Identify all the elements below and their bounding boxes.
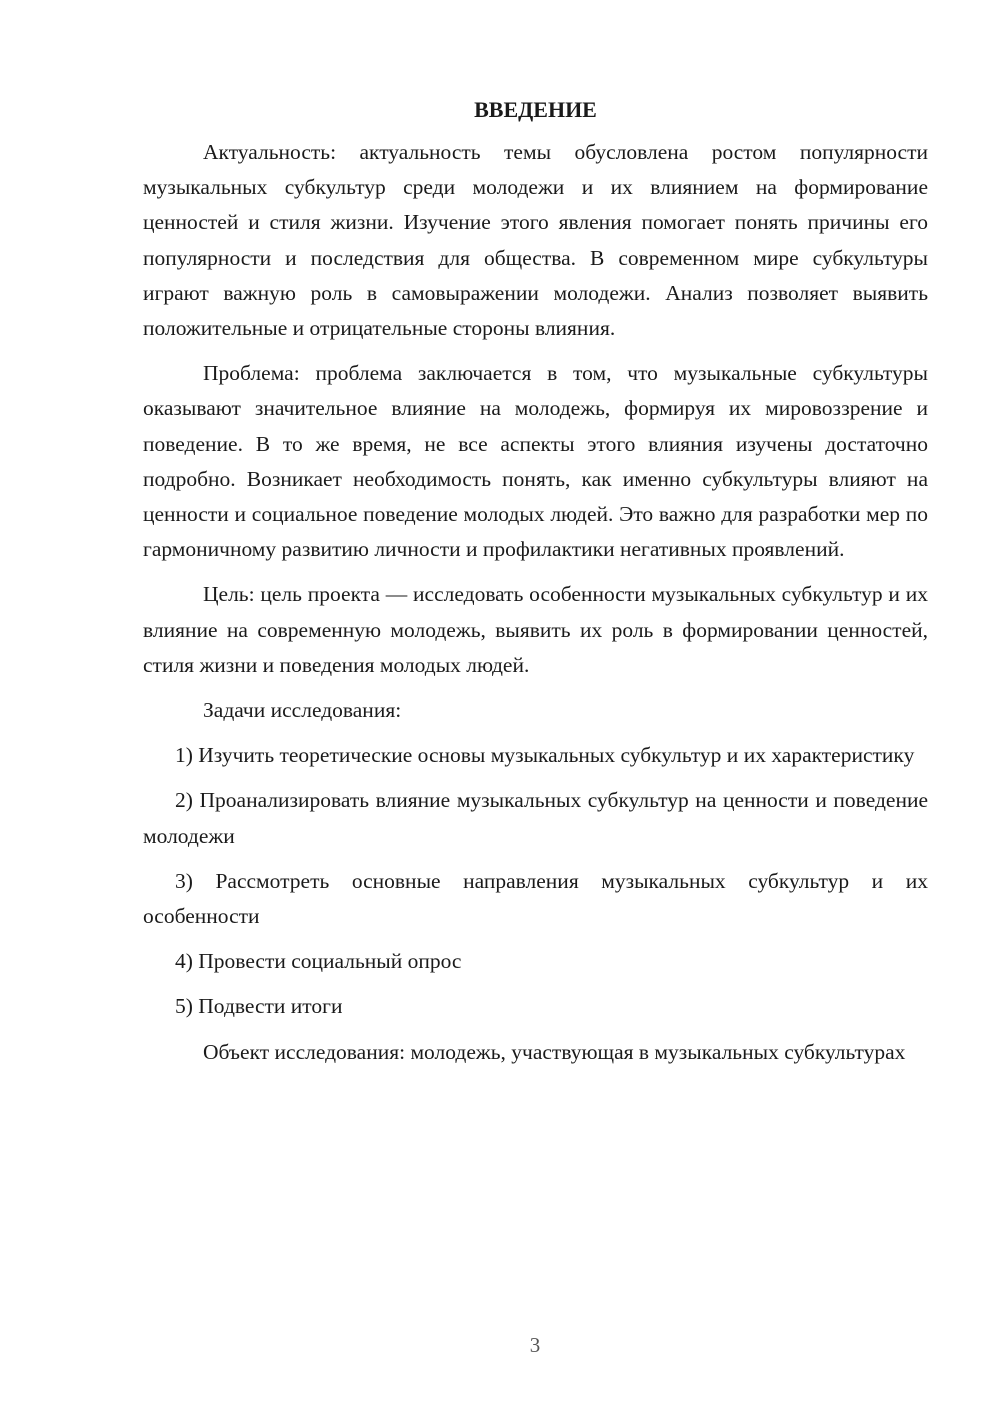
page-content (143, 92, 928, 1080)
task-item-4: 4) Провести социальный опрос (175, 949, 462, 974)
page-number: 3 (529, 1333, 541, 1357)
paragraph-object: Объект исследования: молодежь, участвующая в музыкальных субкультурах (203, 1039, 906, 1064)
paragraph-relevance: Актуальность: актуальность темы обусловлена ростом популярности музыкальных субкультур среди молодежи и их влиянием на формирование ценностей и стиля жизни. Изучение этого явления помогает понять причины его популярности и последствия для общества. В современном мире субкультуры играют важную роль в самовыражении молодежи. Анализ позволяет выявить положительные и отрицательные стороны влияния. (143, 140, 928, 341)
paragraph-goal: Цель: цель проекта — исследовать особенности музыкальных субкультур и их влияние на современную молодежь, выявить их роль в формировании ценностей, стиля жизни и поведения молодых людей. (143, 582, 928, 677)
task-item-2: 2) Проанализировать влияние музыкальных субкультур на ценности и поведение молодежи (143, 788, 928, 848)
task-item-5: 5) Подвести итоги (175, 994, 343, 1019)
task-item-3: 3) Рассмотреть основные направления музыкальных субкультур и их особенности (143, 868, 928, 929)
page-title: ВВЕДЕНИЕ (474, 97, 597, 122)
paragraph-problem: Проблема: проблема заключается в том, что музыкальные субкультуры оказывают значительное влияние на молодежь, формируя их мировоззрение и поведение. В то же время, не все аспекты этого влияния изучены достаточно подробно. Возникает необходимость понять, как именно субкультуры влияют на ценности и социальное поведение молодых людей. Это важно для разработки мер по гармоничному развитию личности и профилактики негативных проявлений. (143, 361, 928, 562)
tasks-heading: Задачи исследования: (203, 698, 402, 723)
task-item-1: 1) Изучить теоретические основы музыкальных субкультур и их характеристику (175, 743, 915, 768)
